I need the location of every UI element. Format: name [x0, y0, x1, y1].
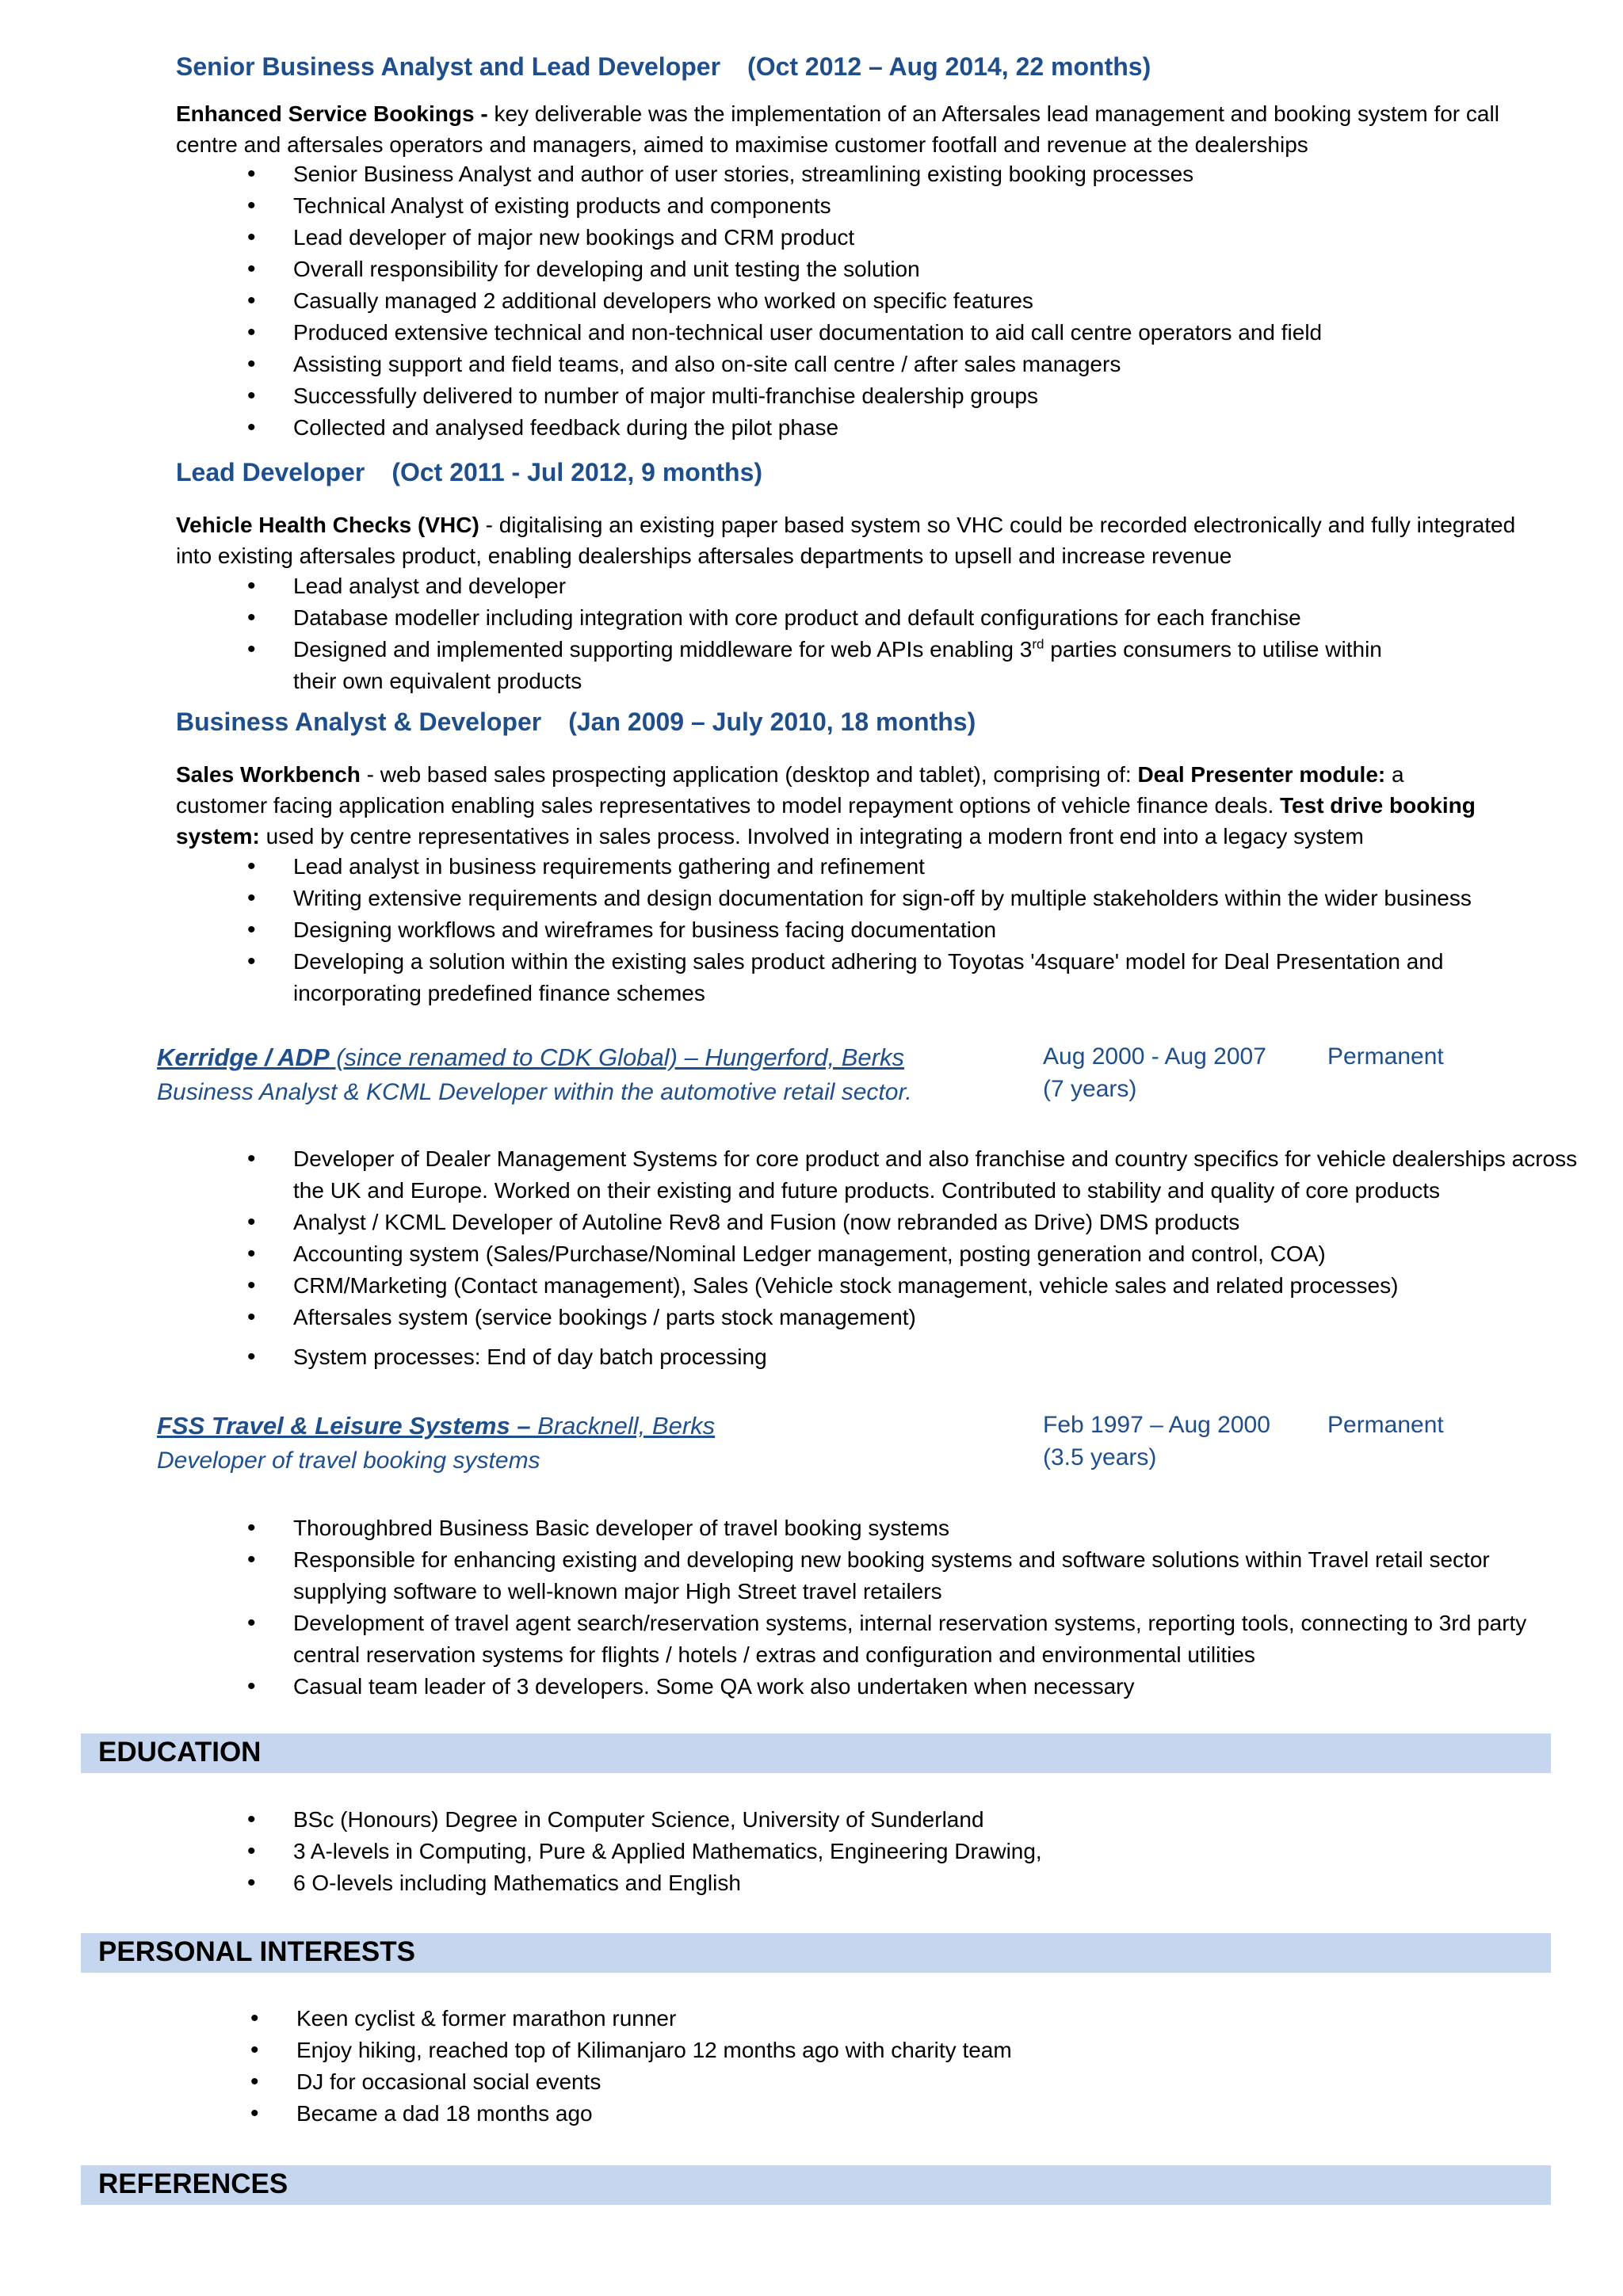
list-item: • Collected and analysed feedback during the pilot phase — [238, 412, 1322, 444]
employment-duration: (3.5 years) — [1043, 1444, 1157, 1470]
list-item: • Accounting system (Sales/Purchase/Nominal Ledger management, posting generation and control, COA) — [238, 1238, 1609, 1270]
role-heading — [176, 707, 976, 737]
section-header-references — [81, 2165, 1551, 2205]
list-item: • BSc (Honours) Degree in Computer Science, University of Sunderland — [238, 1804, 1042, 1836]
section-header-interests — [81, 1933, 1551, 1973]
list-item: • Thoroughbred Business Basic developer of travel booking systems — [238, 1512, 1537, 1544]
employment-duration: (7 years) — [1043, 1076, 1137, 1102]
bullet-text: Designed and implemented supporting middleware for web APIs enabling 3 — [293, 637, 1033, 662]
role-description — [176, 509, 1523, 571]
employer-location: Bracknell, Berks — [530, 1412, 716, 1440]
list-item: • Became a dad 18 months ago — [241, 2098, 1012, 2130]
description-text: - web based sales prospecting application (desktop and tablet), comprising of: — [360, 762, 1138, 787]
role-title: Lead Developer — [176, 458, 365, 486]
list-item: • Analyst / KCML Developer of Autoline Rev8 and Fusion (now rebranded as Drive) DMS products — [238, 1207, 1609, 1238]
module-name: Deal Presenter module: — [1137, 762, 1386, 787]
list-item: • Enjoy hiking, reached top of Kilimanjaro 12 months ago with charity team — [241, 2035, 1012, 2066]
role-bullets — [238, 570, 1419, 697]
employer-subtitle: Developer of travel booking systems — [157, 1447, 540, 1474]
list-item: • Writing extensive requirements and design documentation for sign-off by multiple stakeholders within the wider business — [238, 883, 1561, 914]
list-item: • Responsible for enhancing existing and developing new booking systems and software solutions within Travel retail sector supplying software to well-known major High Street travel retailers — [238, 1544, 1537, 1608]
list-item: • Casual team leader of 3 developers. Some QA work also undertaken when necessary — [238, 1671, 1537, 1703]
section-title: REFERENCES — [98, 2168, 288, 2199]
list-item: • DJ for occasional social events — [241, 2066, 1012, 2098]
project-name: Enhanced Service Bookings - — [176, 101, 488, 126]
employment-type: Permanent — [1327, 1412, 1444, 1438]
employment-type: Permanent — [1327, 1043, 1444, 1070]
role-description — [176, 759, 1491, 852]
employer-heading — [157, 1043, 904, 1072]
section-title: EDUCATION — [98, 1737, 262, 1768]
project-name: Vehicle Health Checks (VHC) — [176, 513, 479, 537]
description-text: a customer facing application enabling sales representatives to model repayment options of vehicle finance deals. — [176, 762, 1404, 818]
list-item: • 6 O-levels including Mathematics and English — [238, 1867, 1042, 1899]
project-desc: key deliverable was the implementation of an Aftersales lead management and booking system for call centre and aftersales operators and managers, aimed to maximise customer footfall and revenue at the dealerships — [176, 101, 1499, 157]
list-item: • Development of travel agent search/reservation systems, internal reservation systems, reporting tools, connecting to 3rd party central reservation systems for flights / hotels / extras and configuration and environmental utilities — [238, 1608, 1537, 1671]
list-item: • Successfully delivered to number of major multi-franchise dealership groups — [238, 380, 1322, 412]
list-item: • Lead analyst in business requirements gathering and refinement — [238, 851, 1561, 883]
list-item: • 3 A-levels in Computing, Pure & Applied Mathematics, Engineering Drawing, — [238, 1836, 1042, 1867]
superscript: rd — [1032, 636, 1044, 652]
list-item: • Database modeller including integration with core product and default configurations for each franchise — [238, 602, 1419, 634]
role-dates: (Oct 2012 – Aug 2014, 22 months) — [747, 52, 1151, 81]
employer-location: (since renamed to CDK Global) – Hungerford, Berks — [329, 1043, 904, 1071]
employer-name: Kerridge / ADP — [157, 1043, 330, 1071]
module-name: Test drive booking system: — [176, 793, 1476, 849]
list-item: • System processes: End of day batch processing — [238, 1341, 1609, 1373]
list-item: • Developing a solution within the existing sales product adhering to Toyotas '4square' model for Deal Presentation and incorporating predefined finance schemes — [238, 946, 1561, 1009]
list-item: • Aftersales system (service bookings / parts stock management) — [238, 1302, 1609, 1333]
list-item — [238, 634, 1419, 697]
project-desc: - digitalising an existing paper based system so VHC could be recorded electronically and fully integrated into existing aftersales product, enabling dealerships aftersales departments to upsell and increase revenue — [176, 513, 1516, 568]
list-item: • Casually managed 2 additional developers who worked on specific features — [238, 285, 1322, 317]
role-heading — [176, 52, 1151, 82]
role-heading — [176, 458, 762, 487]
project-name: Sales Workbench — [176, 762, 361, 787]
employer-name: FSS Travel & Leisure Systems – — [157, 1412, 531, 1440]
description-text: used by centre representatives in sales process. Involved in integrating a modern front end into a legacy system — [259, 824, 1364, 849]
role-bullets — [238, 851, 1561, 1009]
bullet-text: parties consumers to utilise within their own equivalent products — [293, 637, 1382, 693]
role-dates: (Oct 2011 - Jul 2012, 9 months) — [391, 458, 763, 486]
role-title: Business Analyst & Developer — [176, 707, 542, 736]
list-item: • Keen cyclist & former marathon runner — [241, 2003, 1012, 2035]
employer-heading — [157, 1412, 715, 1440]
list-item: • Produced extensive technical and non-technical user documentation to aid call centre operators and field — [238, 317, 1322, 349]
role-bullets — [238, 158, 1322, 444]
education-list — [238, 1804, 1042, 1899]
list-item: • Overall responsibility for developing and unit testing the solution — [238, 254, 1322, 285]
employer-subtitle: Business Analyst & KCML Developer within the automotive retail sector. — [157, 1079, 912, 1105]
employment-period: Aug 2000 - Aug 2007 — [1043, 1043, 1266, 1070]
employment-period: Feb 1997 – Aug 2000 — [1043, 1412, 1270, 1438]
list-item: • Designing workflows and wireframes for business facing documentation — [238, 914, 1561, 946]
list-item: • Assisting support and field teams, and also on-site call centre / after sales managers — [238, 349, 1322, 380]
list-item: • Senior Business Analyst and author of user stories, streamlining existing booking processes — [238, 158, 1322, 190]
list-item: • Lead developer of major new bookings and CRM product — [238, 222, 1322, 254]
employer-bullets — [238, 1143, 1609, 1373]
role-dates: (Jan 2009 – July 2010, 18 months) — [568, 707, 976, 736]
section-header-education — [81, 1733, 1551, 1773]
role-title: Senior Business Analyst and Lead Developer — [176, 52, 721, 81]
role-description — [176, 98, 1523, 160]
list-item: • Technical Analyst of existing products and components — [238, 190, 1322, 222]
list-item: • Lead analyst and developer — [238, 570, 1419, 602]
interests-list — [241, 2003, 1012, 2130]
section-title: PERSONAL INTERESTS — [98, 1936, 415, 1967]
employer-bullets — [238, 1512, 1537, 1703]
list-item: • CRM/Marketing (Contact management), Sales (Vehicle stock management, vehicle sales and related processes) — [238, 1270, 1609, 1302]
list-item: • Developer of Dealer Management Systems for core product and also franchise and country specifics for vehicle dealerships across the UK and Europe. Worked on their existing and future products. Contributed to stability and quality of core products — [238, 1143, 1609, 1207]
